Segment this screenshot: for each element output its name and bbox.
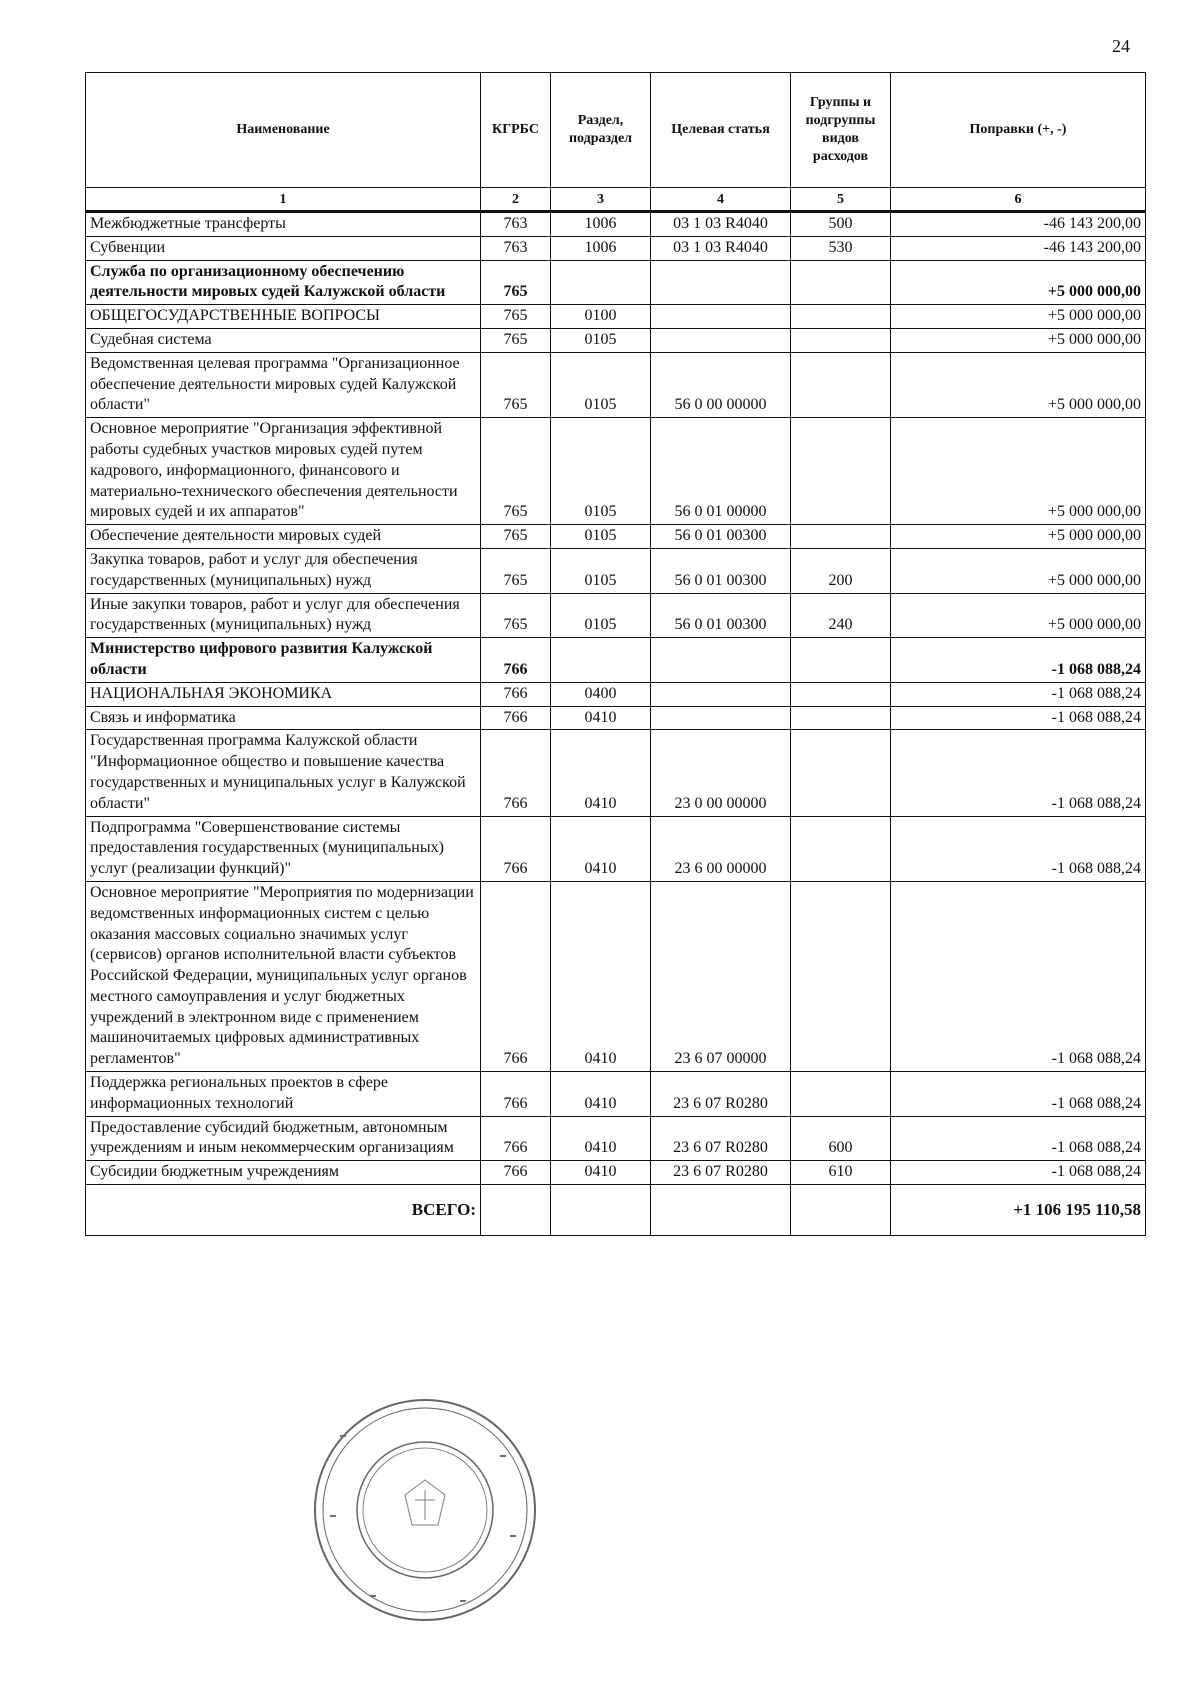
row-target (651, 260, 791, 305)
row-kgrbs: 765 (481, 525, 551, 549)
total-label: ВСЕГО: (86, 1185, 481, 1236)
row-group (791, 328, 891, 352)
row-group (791, 638, 891, 683)
row-amount: +5 000 000,00 (891, 548, 1146, 593)
table-row (86, 816, 1146, 881)
row-name: Закупка товаров, работ и услуг для обеспечения государственных (муниципальных) нужд (86, 548, 481, 593)
row-kgrbs: 763 (481, 236, 551, 260)
row-group (791, 682, 891, 706)
budget-table (85, 72, 1146, 1236)
header-group: Группы и подгруппы видов расходов (791, 73, 891, 188)
row-group (791, 816, 891, 881)
row-section: 1006 (551, 236, 651, 260)
row-section: 0410 (551, 730, 651, 816)
official-seal (310, 1395, 540, 1625)
row-target: 56 0 00 00000 (651, 352, 791, 417)
table-row (86, 352, 1146, 417)
table-row (86, 236, 1146, 260)
table-row (86, 328, 1146, 352)
row-group (791, 305, 891, 329)
row-section: 0410 (551, 1072, 651, 1117)
row-section: 0105 (551, 525, 651, 549)
row-kgrbs: 765 (481, 548, 551, 593)
row-section: 0410 (551, 1161, 651, 1185)
total-amount: +1 106 195 110,58 (891, 1185, 1146, 1236)
row-name: Связь и информатика (86, 706, 481, 730)
row-amount: -46 143 200,00 (891, 212, 1146, 237)
row-amount: +5 000 000,00 (891, 260, 1146, 305)
row-group: 200 (791, 548, 891, 593)
total-row (86, 1185, 1146, 1236)
row-kgrbs: 766 (481, 706, 551, 730)
header-section: Раздел, подраздел (551, 73, 651, 188)
row-section: 0105 (551, 418, 651, 525)
row-section: 0410 (551, 881, 651, 1071)
row-kgrbs: 766 (481, 1116, 551, 1161)
row-group (791, 706, 891, 730)
row-name: Служба по организационному обеспечению деятельности мировых судей Калужской области (86, 260, 481, 305)
row-name: ОБЩЕГОСУДАРСТВЕННЫЕ ВОПРОСЫ (86, 305, 481, 329)
page-number: 24 (1112, 36, 1130, 56)
row-amount: +5 000 000,00 (891, 525, 1146, 549)
table-row (86, 730, 1146, 816)
row-kgrbs: 766 (481, 682, 551, 706)
row-target (651, 328, 791, 352)
row-group (791, 881, 891, 1071)
row-kgrbs: 765 (481, 418, 551, 525)
row-amount: -1 068 088,24 (891, 816, 1146, 881)
row-amount: +5 000 000,00 (891, 305, 1146, 329)
row-target: 23 6 07 R0280 (651, 1161, 791, 1185)
row-name: Поддержка региональных проектов в сфере информационных технологий (86, 1072, 481, 1117)
row-name: Министерство цифрового развития Калужской области (86, 638, 481, 683)
row-amount: +5 000 000,00 (891, 593, 1146, 638)
row-name: Субсидии бюджетным учреждениям (86, 1161, 481, 1185)
row-kgrbs: 765 (481, 328, 551, 352)
row-kgrbs: 766 (481, 1072, 551, 1117)
row-kgrbs: 766 (481, 816, 551, 881)
column-number: 5 (791, 188, 891, 212)
table-row (86, 305, 1146, 329)
row-kgrbs: 766 (481, 730, 551, 816)
row-section: 0100 (551, 305, 651, 329)
row-name: Подпрограмма "Совершенствование системы предоставления государственных (муниципальных) услуг (реализации функций)" (86, 816, 481, 881)
row-name: Иные закупки товаров, работ и услуг для обеспечения государственных (муниципальных) нужд (86, 593, 481, 638)
row-amount: -1 068 088,24 (891, 638, 1146, 683)
row-section: 0105 (551, 593, 651, 638)
header-amount: Поправки (+, -) (891, 73, 1146, 188)
row-target: 56 0 01 00000 (651, 418, 791, 525)
row-group (791, 730, 891, 816)
row-group (791, 352, 891, 417)
row-group (791, 260, 891, 305)
row-section: 0410 (551, 706, 651, 730)
row-name: НАЦИОНАЛЬНАЯ ЭКОНОМИКА (86, 682, 481, 706)
row-name: Предоставление субсидий бюджетным, автономным учреждениям и иным некоммерческим организациям (86, 1116, 481, 1161)
table-row (86, 682, 1146, 706)
table-row (86, 260, 1146, 305)
row-group (791, 525, 891, 549)
row-group (791, 1072, 891, 1117)
row-kgrbs: 765 (481, 352, 551, 417)
row-section (551, 260, 651, 305)
row-target: 56 0 01 00300 (651, 593, 791, 638)
column-number-row (86, 188, 1146, 212)
table-row (86, 1161, 1146, 1185)
row-name: Обеспечение деятельности мировых судей (86, 525, 481, 549)
row-amount: +5 000 000,00 (891, 328, 1146, 352)
table-row (86, 212, 1146, 237)
column-number: 1 (86, 188, 481, 212)
row-amount: -1 068 088,24 (891, 706, 1146, 730)
table-row (86, 548, 1146, 593)
table-row (86, 1116, 1146, 1161)
row-target: 23 6 07 R0280 (651, 1072, 791, 1117)
row-target (651, 706, 791, 730)
column-number: 6 (891, 188, 1146, 212)
row-target (651, 305, 791, 329)
row-name: Судебная система (86, 328, 481, 352)
row-name: Субвенции (86, 236, 481, 260)
row-amount: -1 068 088,24 (891, 730, 1146, 816)
header-name: Наименование (86, 73, 481, 188)
row-amount: -1 068 088,24 (891, 1072, 1146, 1117)
row-target: 23 6 00 00000 (651, 816, 791, 881)
row-target: 23 6 07 00000 (651, 881, 791, 1071)
row-target (651, 638, 791, 683)
row-section: 1006 (551, 212, 651, 237)
table-row (86, 418, 1146, 525)
table-row (86, 881, 1146, 1071)
row-kgrbs: 765 (481, 305, 551, 329)
row-group: 600 (791, 1116, 891, 1161)
row-kgrbs: 765 (481, 593, 551, 638)
column-number: 2 (481, 188, 551, 212)
row-target: 03 1 03 R4040 (651, 236, 791, 260)
row-kgrbs: 763 (481, 212, 551, 237)
row-amount: -1 068 088,24 (891, 881, 1146, 1071)
row-name: Ведомственная целевая программа "Организационное обеспечение деятельности мировых судей Калужской области" (86, 352, 481, 417)
row-name: Межбюджетные трансферты (86, 212, 481, 237)
row-name: Основное мероприятие "Организация эффективной работы судебных участков мировых судей путем кадрового, информационного, финансового и материально-технического обеспечения деятельности мировых судей и их аппаратов" (86, 418, 481, 525)
row-section: 0410 (551, 816, 651, 881)
row-amount: -1 068 088,24 (891, 1116, 1146, 1161)
row-amount: -1 068 088,24 (891, 682, 1146, 706)
row-section: 0410 (551, 1116, 651, 1161)
column-number: 3 (551, 188, 651, 212)
row-group: 240 (791, 593, 891, 638)
header-row (86, 73, 1146, 188)
row-amount: +5 000 000,00 (891, 418, 1146, 525)
row-section: 0105 (551, 352, 651, 417)
row-name: Основное мероприятие "Мероприятия по модернизации ведомственных информационных систем с целью оказания массовых социально значимых услуг (сервисов) органов исполнительной власти субъектов Российской Федерации, муниципальных услуг органов местного самоуправления и услуг бюджетных учреждений в электронном виде с применением машиночитаемых цифровых административных регламентов" (86, 881, 481, 1071)
row-kgrbs: 766 (481, 881, 551, 1071)
header-target: Целевая статья (651, 73, 791, 188)
table-row (86, 1072, 1146, 1117)
row-amount: -46 143 200,00 (891, 236, 1146, 260)
row-section: 0105 (551, 548, 651, 593)
row-section: 0105 (551, 328, 651, 352)
row-target: 23 0 00 00000 (651, 730, 791, 816)
header-kgrbs: КГРБС (481, 73, 551, 188)
row-target: 03 1 03 R4040 (651, 212, 791, 237)
table-row (86, 525, 1146, 549)
row-amount: +5 000 000,00 (891, 352, 1146, 417)
row-group: 610 (791, 1161, 891, 1185)
row-kgrbs: 765 (481, 260, 551, 305)
row-name: Государственная программа Калужской области "Информационное общество и повышение качества государственных и муниципальных услуг в Калужской области" (86, 730, 481, 816)
table-row (86, 593, 1146, 638)
table-row (86, 706, 1146, 730)
row-group (791, 418, 891, 525)
row-group: 530 (791, 236, 891, 260)
table-row (86, 638, 1146, 683)
row-target: 56 0 01 00300 (651, 525, 791, 549)
row-group: 500 (791, 212, 891, 237)
row-section (551, 638, 651, 683)
row-kgrbs: 766 (481, 1161, 551, 1185)
column-number: 4 (651, 188, 791, 212)
row-target: 23 6 07 R0280 (651, 1116, 791, 1161)
row-kgrbs: 766 (481, 638, 551, 683)
row-section: 0400 (551, 682, 651, 706)
row-amount: -1 068 088,24 (891, 1161, 1146, 1185)
row-target: 56 0 01 00300 (651, 548, 791, 593)
row-target (651, 682, 791, 706)
